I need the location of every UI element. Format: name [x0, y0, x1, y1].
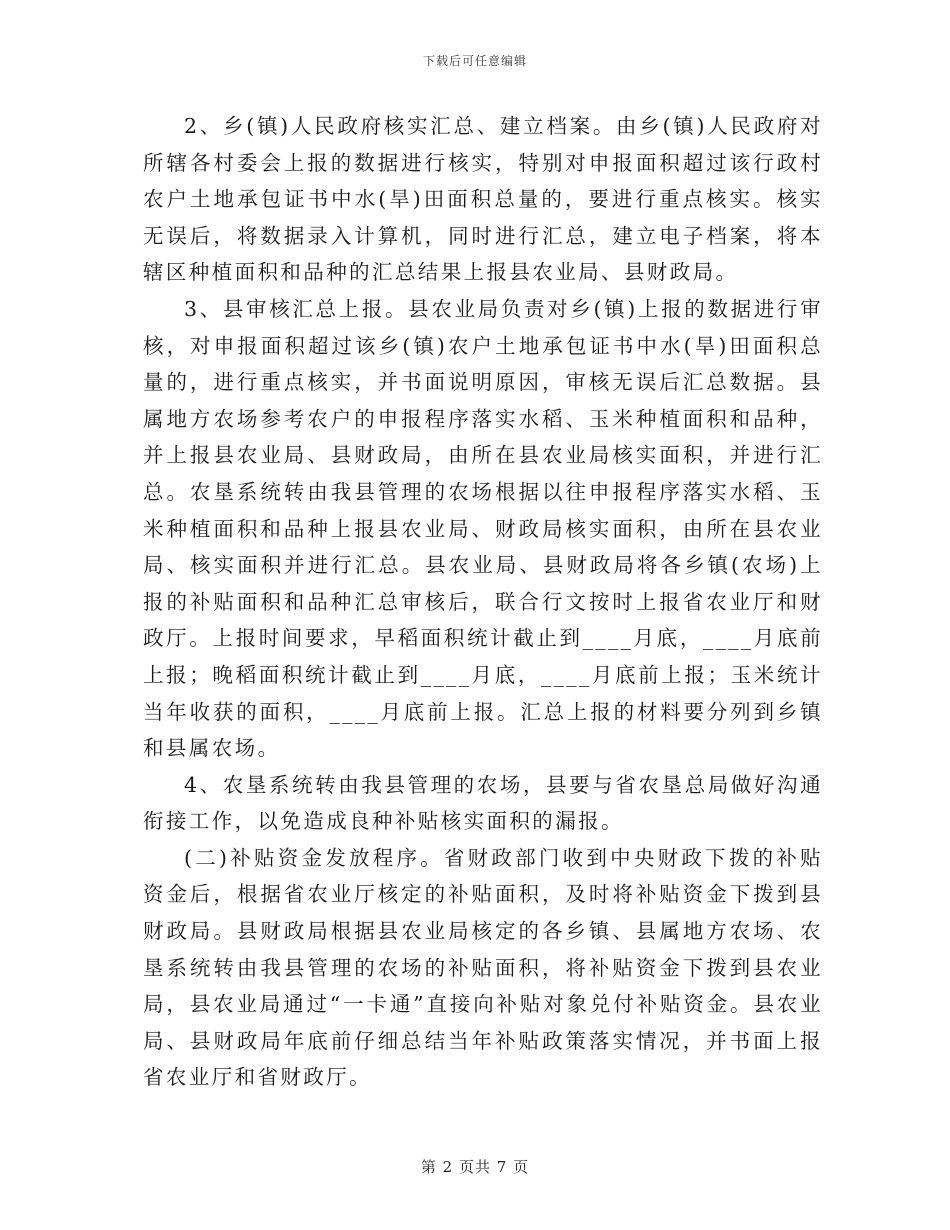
- paragraph-step-2: 2、乡(镇)人民政府核实汇总、建立档案。由乡(镇)人民政府对所辖各村委会上报的数据进行核实，特别对申报面积超过该行政村农户土地承包证书中水(旱)田面积总量的，要进行重点核实。核实无误后，将数据录入计算机，同时进行汇总，建立电子档案，将本辖区种植面积和品种的汇总结果上报县农业局、县财政局。: [143, 114, 823, 285]
- paragraph-step-4: 4、农垦系统转由我县管理的农场，县要与省农垦总局做好沟通衔接工作，以免造成良种补贴核实面积的漏报。: [143, 772, 823, 834]
- page-header: 下载后可任意编辑: [422, 54, 527, 68]
- document-body: [143, 108, 823, 1096]
- paragraph-subsidy-fund: (二)补贴资金发放程序。省财政部门收到中央财政下拨的补贴资金后，根据省农业厅核定的补贴面积，及时将补贴资金下拨到县财政局。县财政局根据县农业局核定的各乡镇、县属地方农场、农垦系统转由我县管理的农场的补贴面积，将补贴资金下拨到县农业局，县农业局通过“一卡通”直接向补贴对象兑付补贴资金。县农业局、县财政局年底前仔细总结当年补贴政策落实情况，并书面上报省农业厅和省财政厅。: [143, 845, 823, 1090]
- paragraph-step-3: 3、县审核汇总上报。县农业局负责对乡(镇)上报的数据进行审核，对申报面积超过该乡(镇)农户土地承包证书中水(旱)田面积总量的，进行重点核实，并书面说明原因，审核无误后汇总数据。县属地方农场参考农户的申报程序落实水稻、玉米种植面积和品种，并上报县农业局、县财政局，由所在县农业局核实面积，并进行汇总。农垦系统转由我县管理的农场根据以往申报程序落实水稻、玉米种植面积和品种上报县农业局、财政局核实面积，由所在县农业局、核实面积并进行汇总。县农业局、县财政局将各乡镇(农场)上报的补贴面积和品种汇总审核后，联合行文按时上报省农业厅和财政厅。上报时间要求，早稻面积统计截止到____月底，____月底前上报；晚稻面积统计截止到____月底，____月底前上报；玉米统计当年收获的面积，____月底前上报。汇总上报的材料要分列到乡镇和县属农场。: [143, 296, 823, 761]
- page-number-footer: 第 2 页共 7 页: [420, 1158, 530, 1176]
